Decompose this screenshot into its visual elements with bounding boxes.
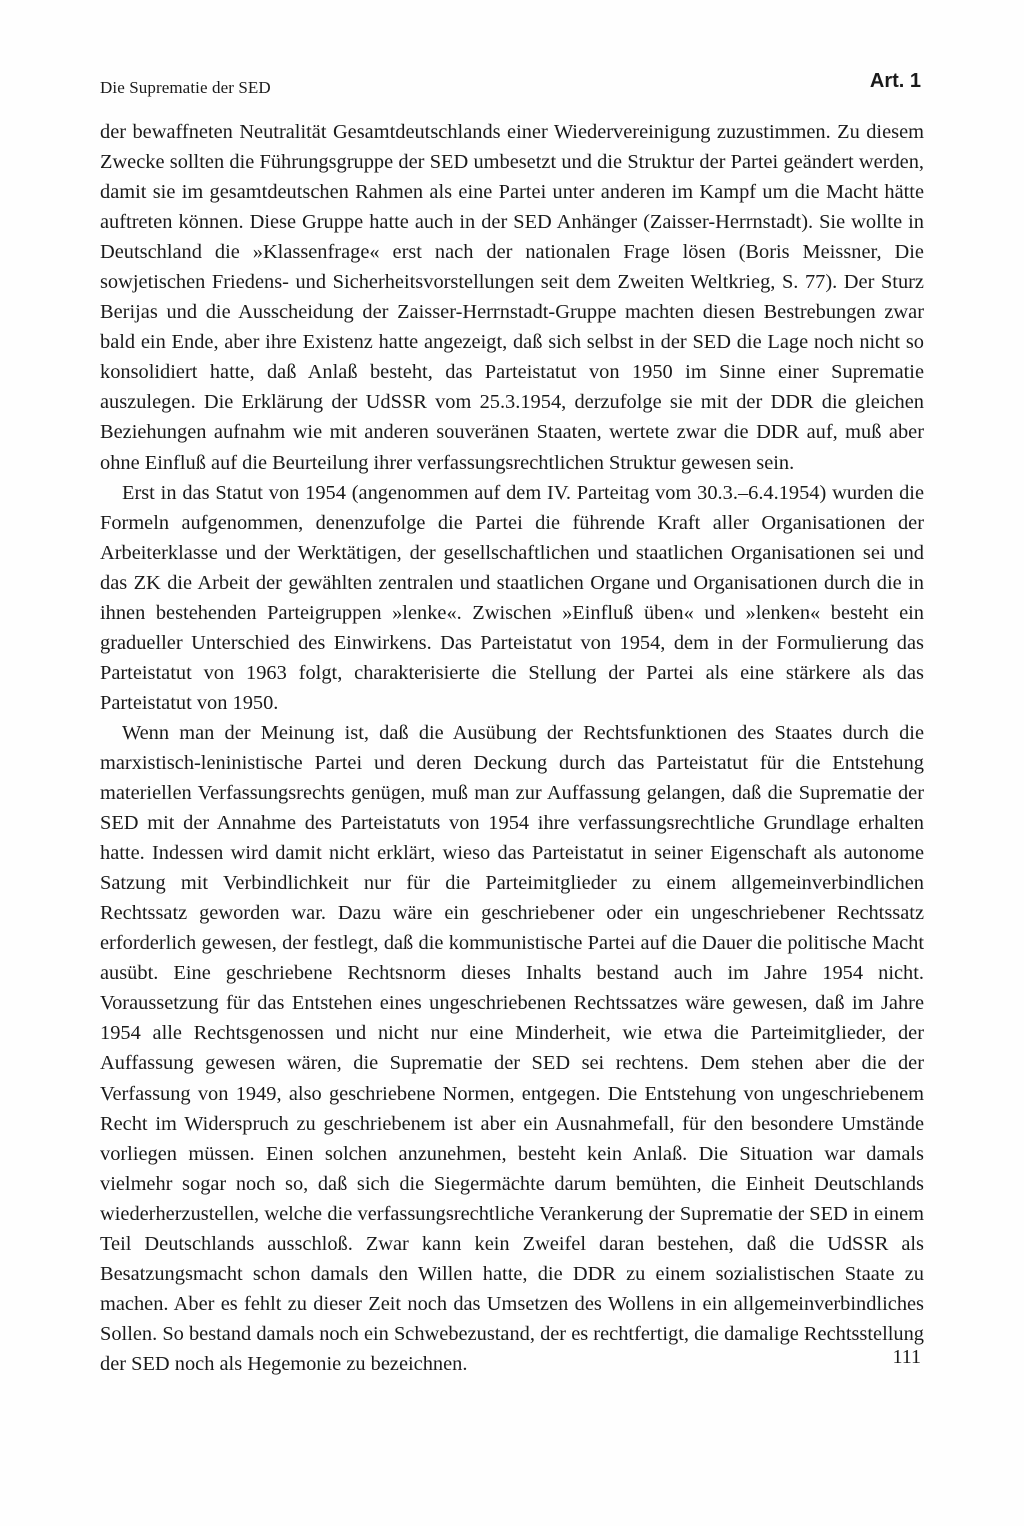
running-title: Die Suprematie der SED — [100, 78, 271, 97]
article-label: Art. 1 — [869, 70, 921, 92]
body-text — [100, 117, 924, 1379]
paragraph-1: der bewaffneten Neutralität Gesamtdeutschlands einer Wiedervereinigung zuzustimmen. Zu diesem Zwecke sollten die Führungsgruppe der SED umbesetzt und die Struktur der Partei geändert werden, damit sie im gesamtdeutschen Rahmen als eine Partei unter anderen im Kampf um die Macht hätte auftreten können. Diese Gruppe hatte auch in der SED Anhänger (Zaisser-Herrnstadt). Sie wollte in Deutschland die »Klassenfrage« erst nach der nationalen Frage lösen (Boris Meissner, Die sowjetischen Friedens- und Sicherheitsvorstellungen seit dem Zweiten Weltkrieg, S. 77). Der Sturz Berijas und die Ausscheidung der Zaisser-Herrnstadt-Gruppe machten diesen Bestrebungen zwar bald ein Ende, aber ihre Existenz hatte angezeigt, daß sich selbst in der SED die Lage noch nicht so konsolidiert hatte, daß Anlaß besteht, das Parteistatut von 1950 im Sinne einer Suprematie auszulegen. Die Erklärung der UdSSR vom 25.3.1954, derzufolge sie mit der DDR die gleichen Beziehungen aufnahm wie mit anderen souveränen Staaten, wertete zwar die DDR auf, muß aber ohne Einfluß auf die Beurteilung ihrer verfassungsrechtlichen Struktur gewesen sein. — [100, 121, 924, 474]
paragraph-3: Wenn man der Meinung ist, daß die Ausübung der Rechtsfunktionen des Staates durch die marxistisch-leninistische Partei und deren Deckung durch das Parteistatut für die Entstehung materiellen Verfassungsrechts genügen, muß man zur Auffassung gelangen, daß die Suprematie der SED mit der Annahme des Parteistatuts von 1954 ihre verfassungsrechtliche Grundlage erhalten hatte. Indessen wird damit nicht erklärt, wieso das Parteistatut in seiner Eigenschaft als autonome Satzung mit Verbindlichkeit nur für die Parteimitglieder zu einem allgemeinverbindlichen Rechtssatz geworden war. Dazu wäre ein geschriebener oder ein ungeschriebener Rechtssatz erforderlich gewesen, der festlegt, daß die kommunistische Partei auf die Dauer die politische Macht ausübt. Eine geschriebene Rechtsnorm dieses Inhalts bestand auch im Jahre 1954 nicht. Voraussetzung für das Entstehen eines ungeschriebenen Rechtssatzes wäre gewesen, daß im Jahre 1954 alle Rechtsgenossen und nicht nur eine Minderheit, wie etwa die Parteimitglieder, der Auffassung gewesen wären, die Suprematie der SED sei rechtens. Dem stehen aber die der Verfassung von 1949, also geschriebene Normen, entgegen. Die Entstehung von ungeschriebenem Recht im Widerspruch zu geschriebenem ist aber ein Ausnahmefall, für den besondere Umstände vorliegen müssen. Einen solchen anzunehmen, besteht kein Anlaß. Die Situation war damals vielmehr sogar noch so, daß sich die Siegermächte darum bemühten, die Einheit Deutschlands wiederherzustellen, welche die verfassungsrechtliche Verankerung der Suprematie der SED in einem Teil Deutschlands ausschloß. Zwar kann kein Zweifel daran bestehen, daß die UdSSR als Besatzungsmacht schon damals den Willen hatte, die DDR zu einem sozialistischen Staate zu machen. Aber es fehlt zu dieser Zeit noch das Umsetzen des Wollens in ein allgemeinverbindliches Sollen. So bestand damals noch ein Schwebezustand, der es rechtfertigt, die damalige Rechtsstellung der SED noch als Hegemonie zu bezeichnen. — [100, 721, 924, 1375]
paragraph-2: Erst in das Statut von 1954 (angenommen auf dem IV. Parteitag vom 30.3.–6.4.1954) wurden die Formeln aufgenommen, denenzufolge die Partei die führende Kraft aller Organisationen der Arbeiterklasse und der Werktätigen, der gesellschaftlichen und staatlichen Organisationen sei und das ZK die Arbeit der gewählten zentralen und staatlichen Organe und Organisationen durch die in ihnen bestehenden Parteigruppen »lenke«. Zwischen »Einfluß üben« und »lenken« besteht ein gradueller Unterschied des Einwirkens. Das Parteistatut von 1954, dem in der Formulierung das Parteistatut von 1963 folgt, charakterisierte die Stellung der Partei als eine stärkere als das Parteistatut von 1950. — [100, 481, 924, 714]
page-number: 111 — [892, 1346, 921, 1368]
